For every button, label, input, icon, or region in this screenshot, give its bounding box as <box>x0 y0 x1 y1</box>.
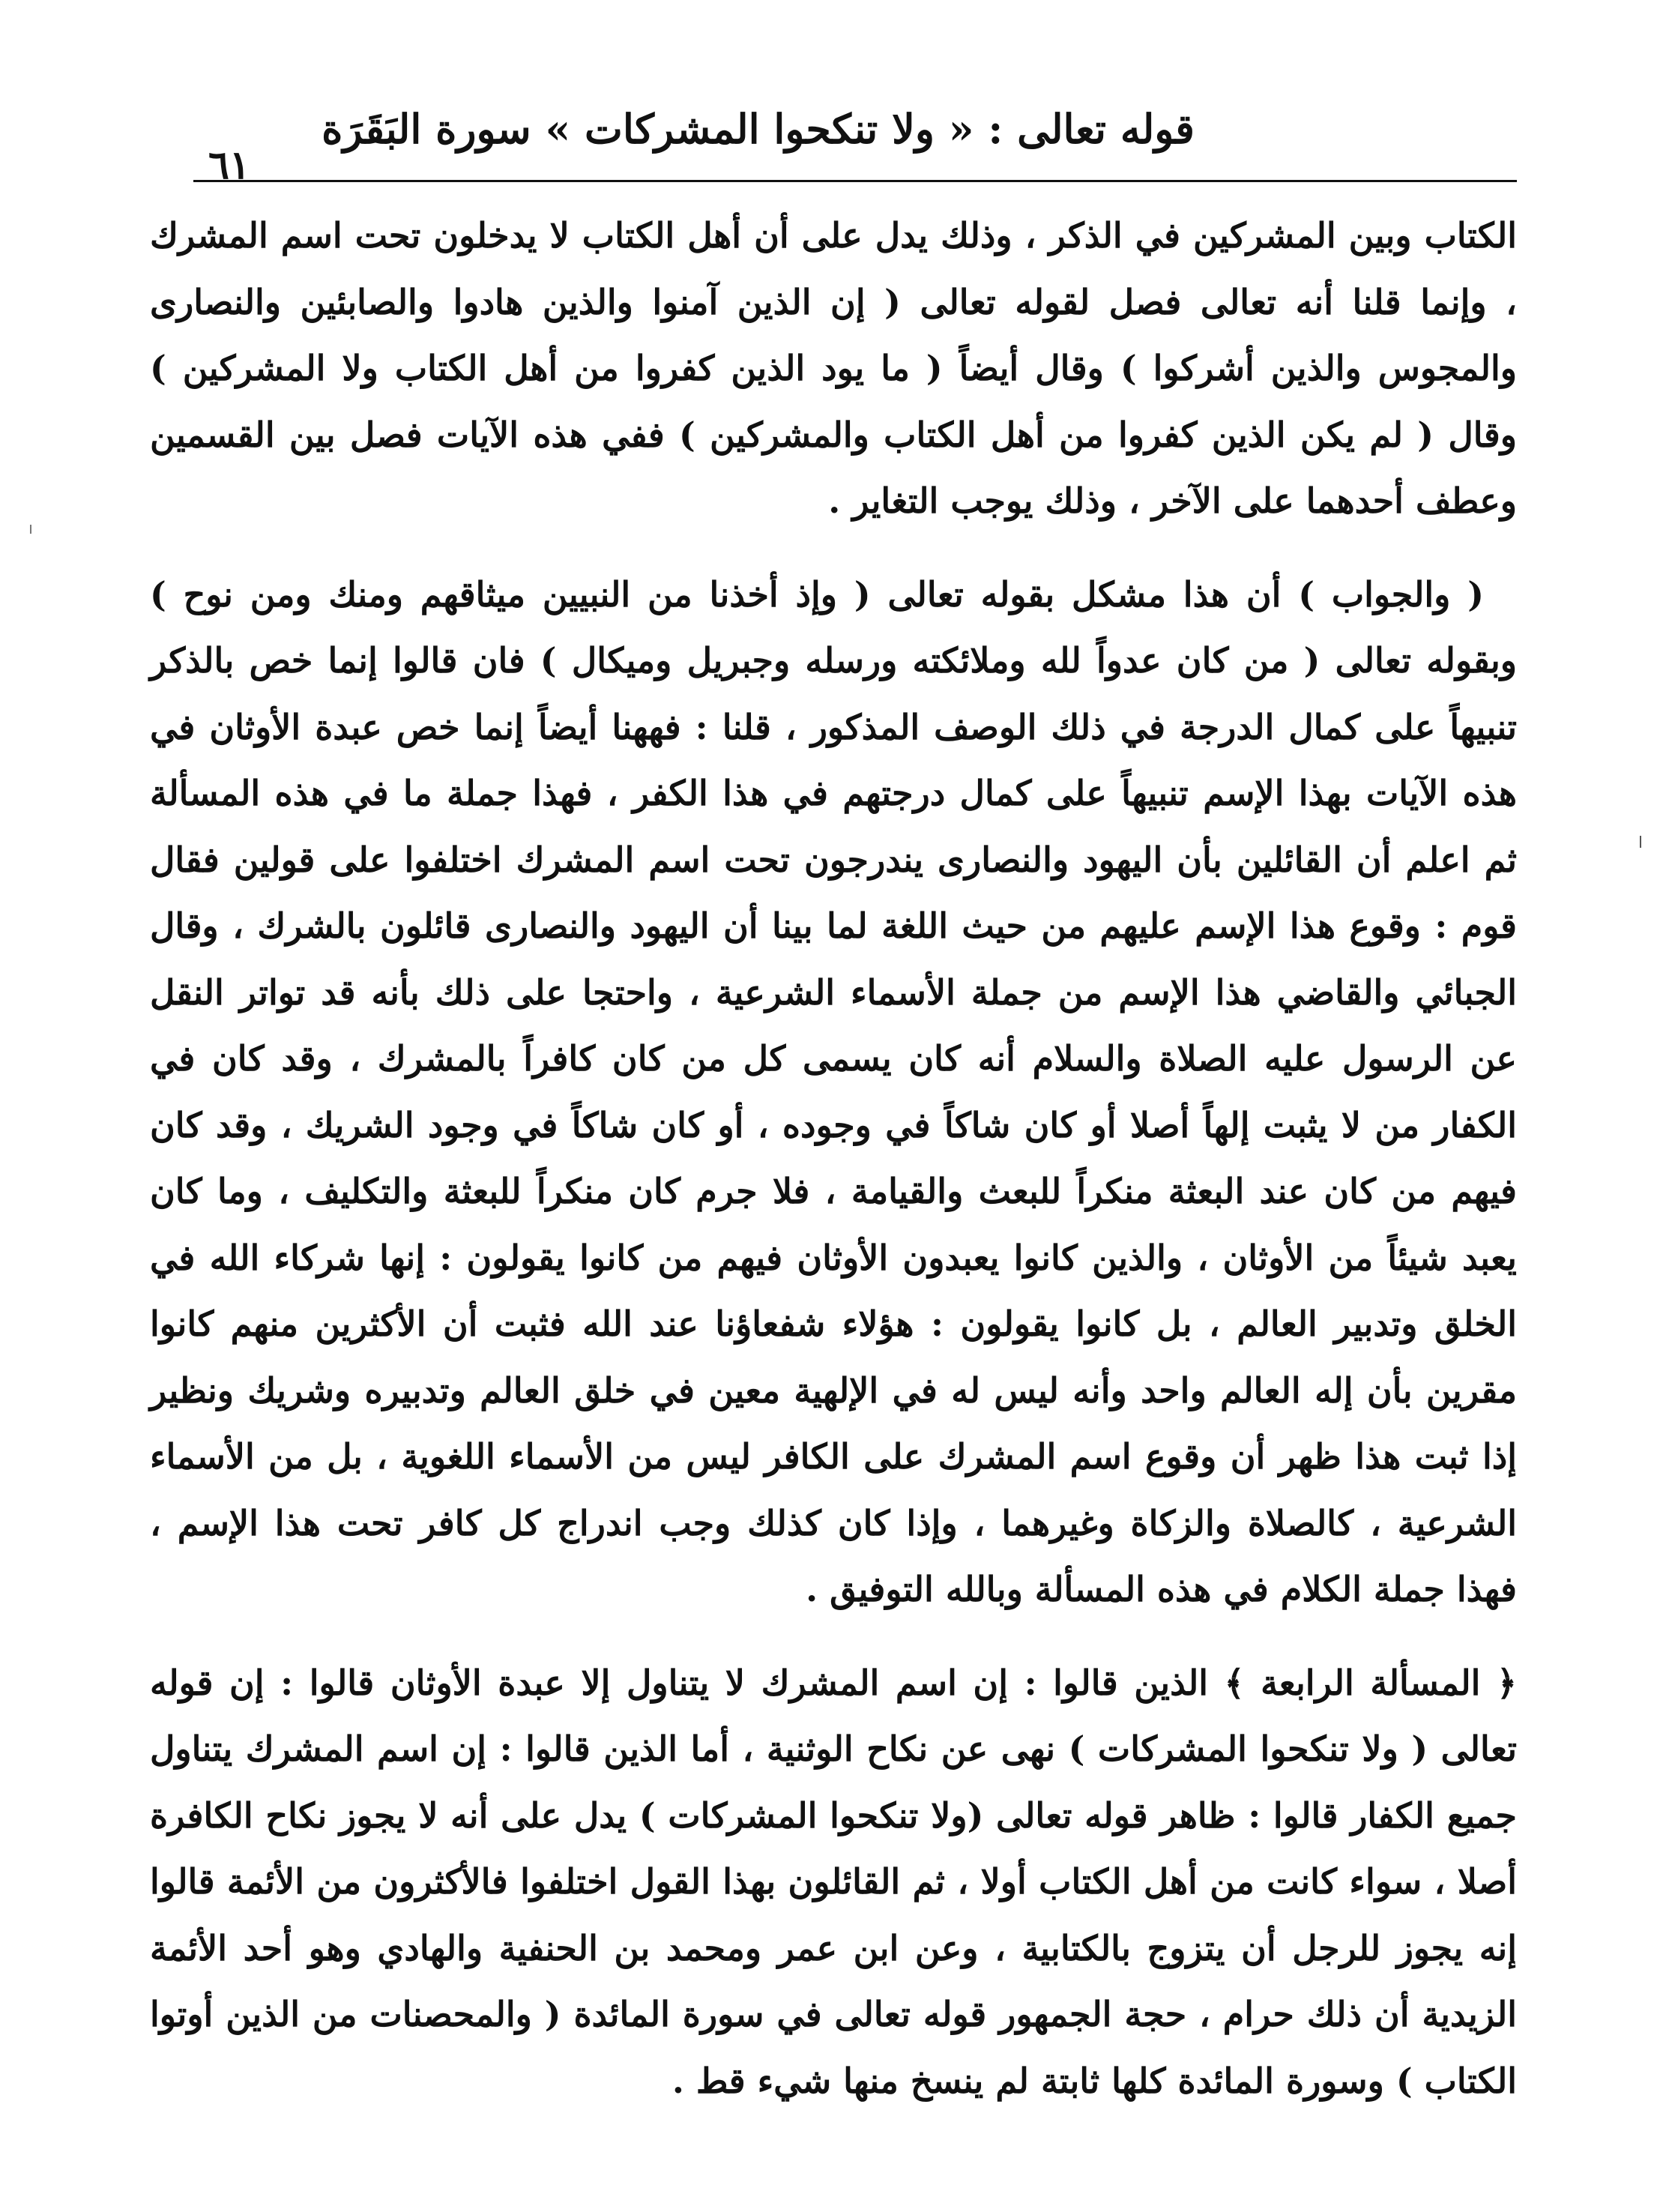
running-header-title: قوله تعالى : « ولا تنكحوا المشركات » سورة البَقَرَة <box>322 105 1195 153</box>
paragraph: الكتاب وبين المشركين في الذكر ، وذلك يدل على أن أهل الكتاب لا يدخلون تحت اسم المشرك ، وإنما قلنا أنه تعالى فصل لقوله تعالى ( إن الذين آمنوا والذين هادوا والصابئين والنصارى والمجوس والذين أشركوا ) وقال أيضاً ( ما يود الذين كفروا من أهل الكتاب ولا المشركين ) وقال ( لم يكن الذين كفروا من أهل الكتاب والمشركين ) ففي هذه الآيات فصل بين القسمين وعطف أحدهما على الآخر ، وذلك يوجب التغاير . <box>150 215 1517 521</box>
body-text <box>150 202 1517 2167</box>
paragraph: ﴿ المسألة الرابعة ﴾ الذين قالوا : إن اسم المشرك لا يتناول إلا عبدة الأوثان قالوا : إن قوله تعالى ( ولا تنكحوا المشركات ) نهى عن نكاح الوثنية ، أما الذين قالوا : إن اسم المشرك يتناول جميع الكفار قالوا : ظاهر قوله تعالى (ولا تنكحوا المشركات ) يدل على أنه لا يجوز نكاح الكافرة أصلا ، سواء كانت من أهل الكتاب أولا ، ثم القائلون بهذا القول اختلفوا فالأكثرون من الأئمة قالوا إنه يجوز للرجل أن يتزوج بالكتابية ، وعن ابن عمر ومحمد بن الحنفية والهادي وهو أحد الأئمة الزيدية أن ذلك حرام ، حجة الجمهور قوله تعالى في سورة المائدة ( والمحصنات من الذين أوتوا الكتاب ) وسورة المائدة كلها ثابتة لم ينسخ منها شيء قط . <box>150 1662 1518 2101</box>
running-header <box>193 97 1517 188</box>
margin-speck <box>30 525 31 534</box>
page-number: ٦١ <box>208 142 250 188</box>
paragraph: ( والجواب ) أن هذا مشكل بقوله تعالى ( وإذ أخذنا من النبيين ميثاقهم ومنك ومن نوح ) وبقوله تعالى ( من كان عدواً لله وملائكته ورسله وجبريل وميكال ) فان قالوا إنما خص بالذكر تنبيهاً على كمال الدرجة في ذلك الوصف المذكور ، قلنا : فههنا أيضاً إنما خص عبدة الأوثان في هذه الآيات بهذا الإسم تنبيهاً على كمال درجتهم في هذا الكفر ، فهذا جملة ما في هذه المسألة ثم اعلم أن القائلين بأن اليهود والنصارى يندرجون تحت اسم المشرك اختلفوا على قولين فقال قوم : وقوع هذا الإسم عليهم من حيث اللغة لما بينا أن اليهود والنصارى قائلون بالشرك ، وقال الجبائي والقاضي هذا الإسم من جملة الأسماء الشرعية ، واحتجا على ذلك بأنه قد تواتر النقل عن الرسول عليه الصلاة والسلام أنه كان يسمى كل من كان كافراً بالمشرك ، وقد كان في الكفار من لا يثبت إلهاً أصلا أو كان شاكاً في وجوده ، أو كان شاكاً في وجود الشريك ، وقد كان فيهم من كان عند البعثة منكراً للبعث والقيامة ، فلا جرم كان منكراً للبعثة والتكليف ، وما كان يعبد شيئاً من الأوثان ، والذين كانوا يعبدون الأوثان فيهم من كانوا يقولون : إنها شركاء الله في الخلق وتدبير العالم ، بل كانوا يقولون : هؤلاء شفعاؤنا عند الله فثبت أن الأكثرين منهم كانوا مقرين بأن إله العالم واحد وأنه ليس له في الإلهية معين في خلق العالم وتدبيره وشريك ونظير إذا ثبت هذا ظهر أن وقوع اسم المشرك على الكافر ليس من الأسماء اللغوية ، بل من الأسماء الشرعية ، كالصلاة والزكاة وغيرهما ، وإذا كان كذلك وجب اندراج كل كافر تحت هذا الإسم ، فهذا جملة الكلام في هذه المسألة وبالله التوفيق . <box>150 573 1518 1609</box>
margin-speck <box>1640 836 1641 848</box>
header-divider <box>193 180 1517 182</box>
